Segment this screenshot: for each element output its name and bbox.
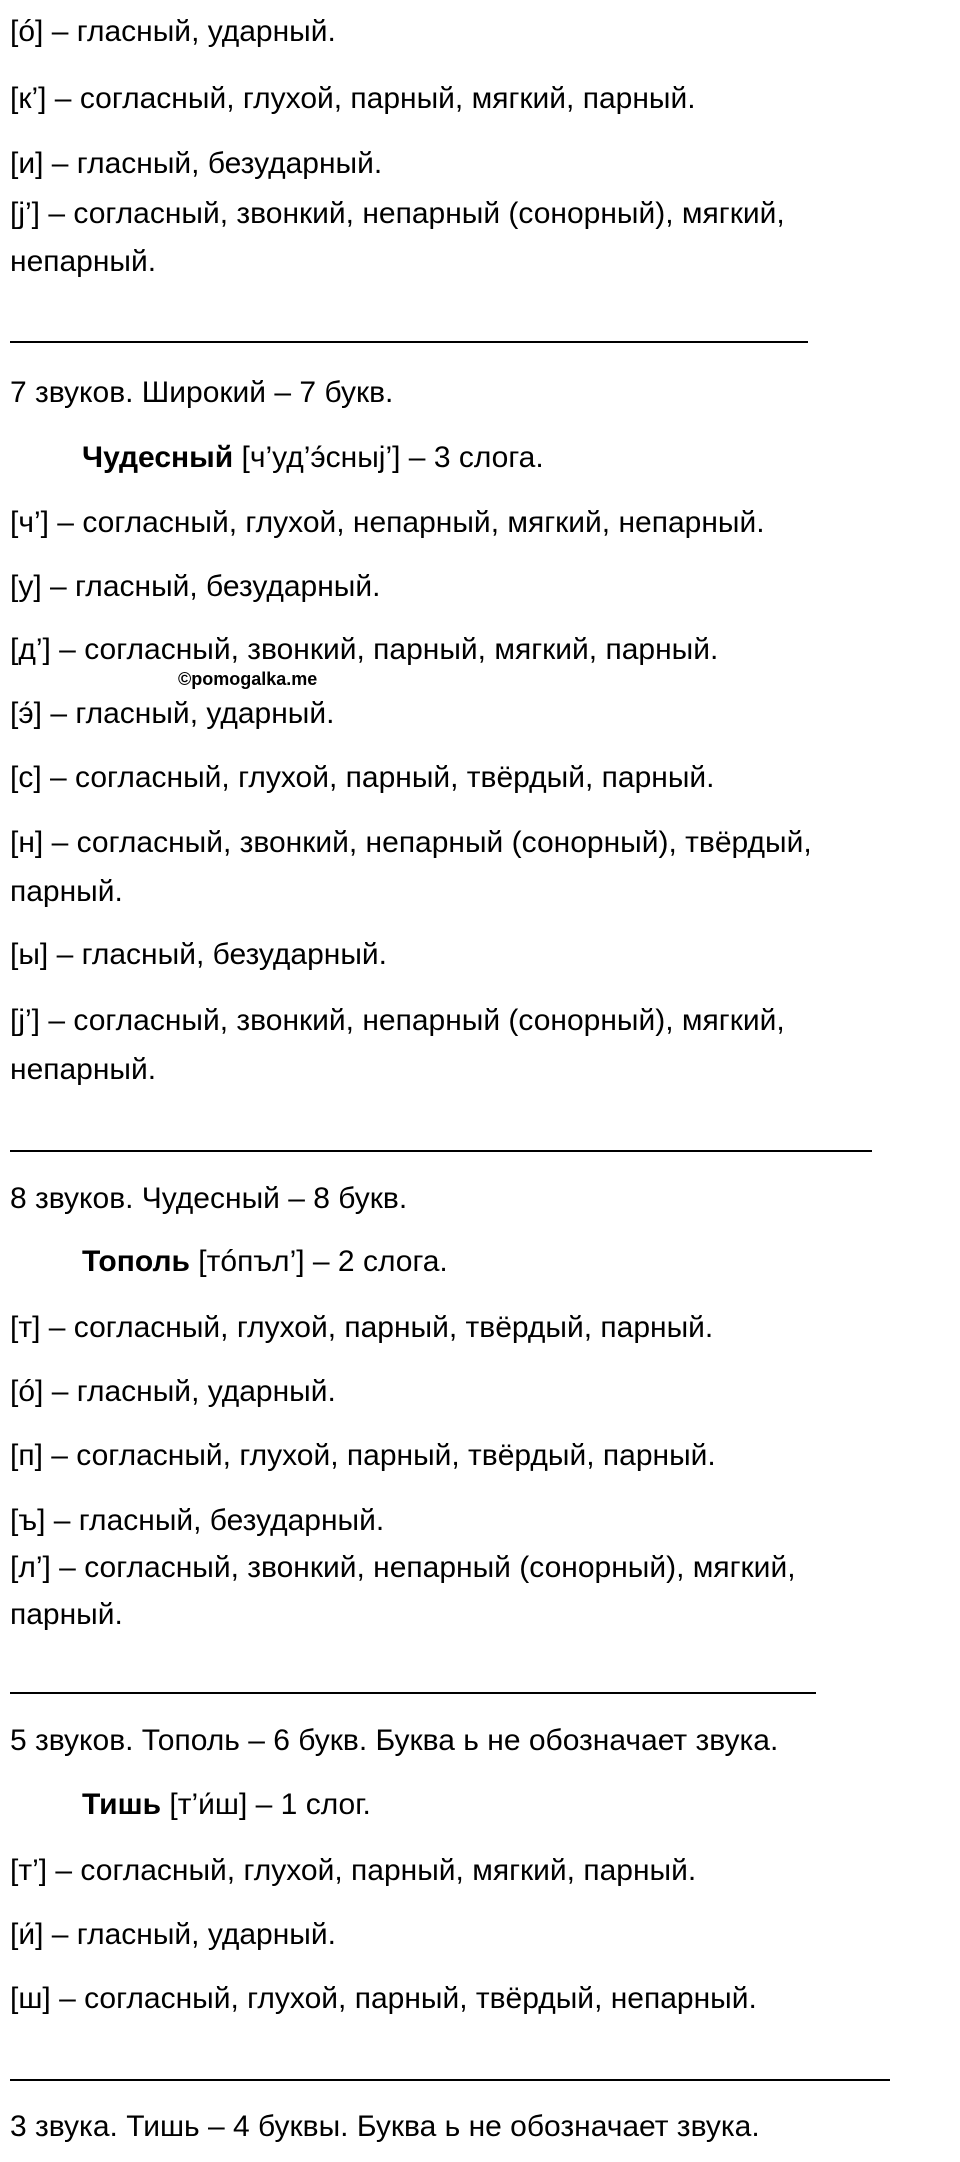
sound-line: [т] – согласный, глухой, парный, твёрдый, парный. [10, 1311, 714, 1344]
sound-line: [к’] – согласный, глухой, парный, мягкий, парный. [10, 82, 696, 115]
word-title: Чудесный [82, 441, 234, 474]
word-heading [82, 440, 544, 476]
sound-line: [п] – согласный, глухой, парный, твёрдый, парный. [10, 1439, 716, 1472]
watermark: ©pomogalka.me [178, 669, 318, 689]
summary-line: 8 звуков. Чудесный – 8 букв. [10, 1182, 408, 1215]
sound-line-continuation: непарный. [10, 1053, 157, 1086]
sound-line: [н] – согласный, звонкий, непарный (сонорный), твёрдый, [10, 826, 812, 859]
section-divider [10, 2079, 890, 2081]
section-divider [10, 1692, 816, 1694]
sound-line: [л’] – согласный, звонкий, непарный (сонорный), мягкий, [10, 1551, 796, 1584]
summary-line: 7 звуков. Широкий – 7 букв. [10, 376, 394, 409]
sound-line: [т’] – согласный, глухой, парный, мягкий, парный. [10, 1854, 697, 1887]
summary-line: 3 звука. Тишь – 4 буквы. Буква ь не обозначает звука. [10, 2110, 760, 2143]
section-divider [10, 1150, 872, 1152]
sound-line: [ы] – гласный, безударный. [10, 938, 388, 971]
summary-line: 5 звуков. Тополь – 6 букв. Буква ь не обозначает звука. [10, 1724, 779, 1757]
sound-line: [д’] – согласный, звонкий, парный, мягкий, парный. [10, 633, 719, 666]
sound-line: [ó] – гласный, ударный. [10, 1375, 336, 1408]
sound-line-continuation: парный. [10, 1598, 123, 1631]
word-title: Тополь [82, 1245, 190, 1278]
sound-line: [с] – согласный, глухой, парный, твёрдый, парный. [10, 761, 715, 794]
sound-line: [ш] – согласный, глухой, парный, твёрдый, непарный. [10, 1982, 757, 2015]
sound-line: [и] – гласный, безударный. [10, 147, 383, 180]
sound-line: [ч’] – согласный, глухой, непарный, мягкий, непарный. [10, 506, 765, 539]
sound-line: [ó] – гласный, ударный. [10, 15, 336, 48]
sound-line: [и́] – гласный, ударный. [10, 1918, 336, 1951]
sound-line: [э́] – гласный, ударный. [10, 697, 335, 730]
word-transcription: [т’и́ш] – 1 слог. [161, 1788, 371, 1821]
word-heading [82, 1787, 371, 1823]
sound-line-continuation: парный. [10, 875, 123, 908]
sound-line: [j’] – согласный, звонкий, непарный (сонорный), мягкий, [10, 197, 785, 230]
section-divider [10, 341, 808, 343]
word-title: Тишь [82, 1788, 162, 1821]
word-transcription: [ч’уд’э́сныj’] – 3 слога. [233, 441, 544, 474]
sound-line: [j’] – согласный, звонкий, непарный (сонорный), мягкий, [10, 1004, 785, 1037]
word-heading [82, 1244, 448, 1280]
sound-line: [ъ] – гласный, безударный. [10, 1504, 385, 1537]
word-transcription: [тóпъл’] – 2 слога. [189, 1245, 448, 1278]
sound-line: [у] – гласный, безударный. [10, 570, 381, 603]
sound-line-continuation: непарный. [10, 245, 157, 278]
